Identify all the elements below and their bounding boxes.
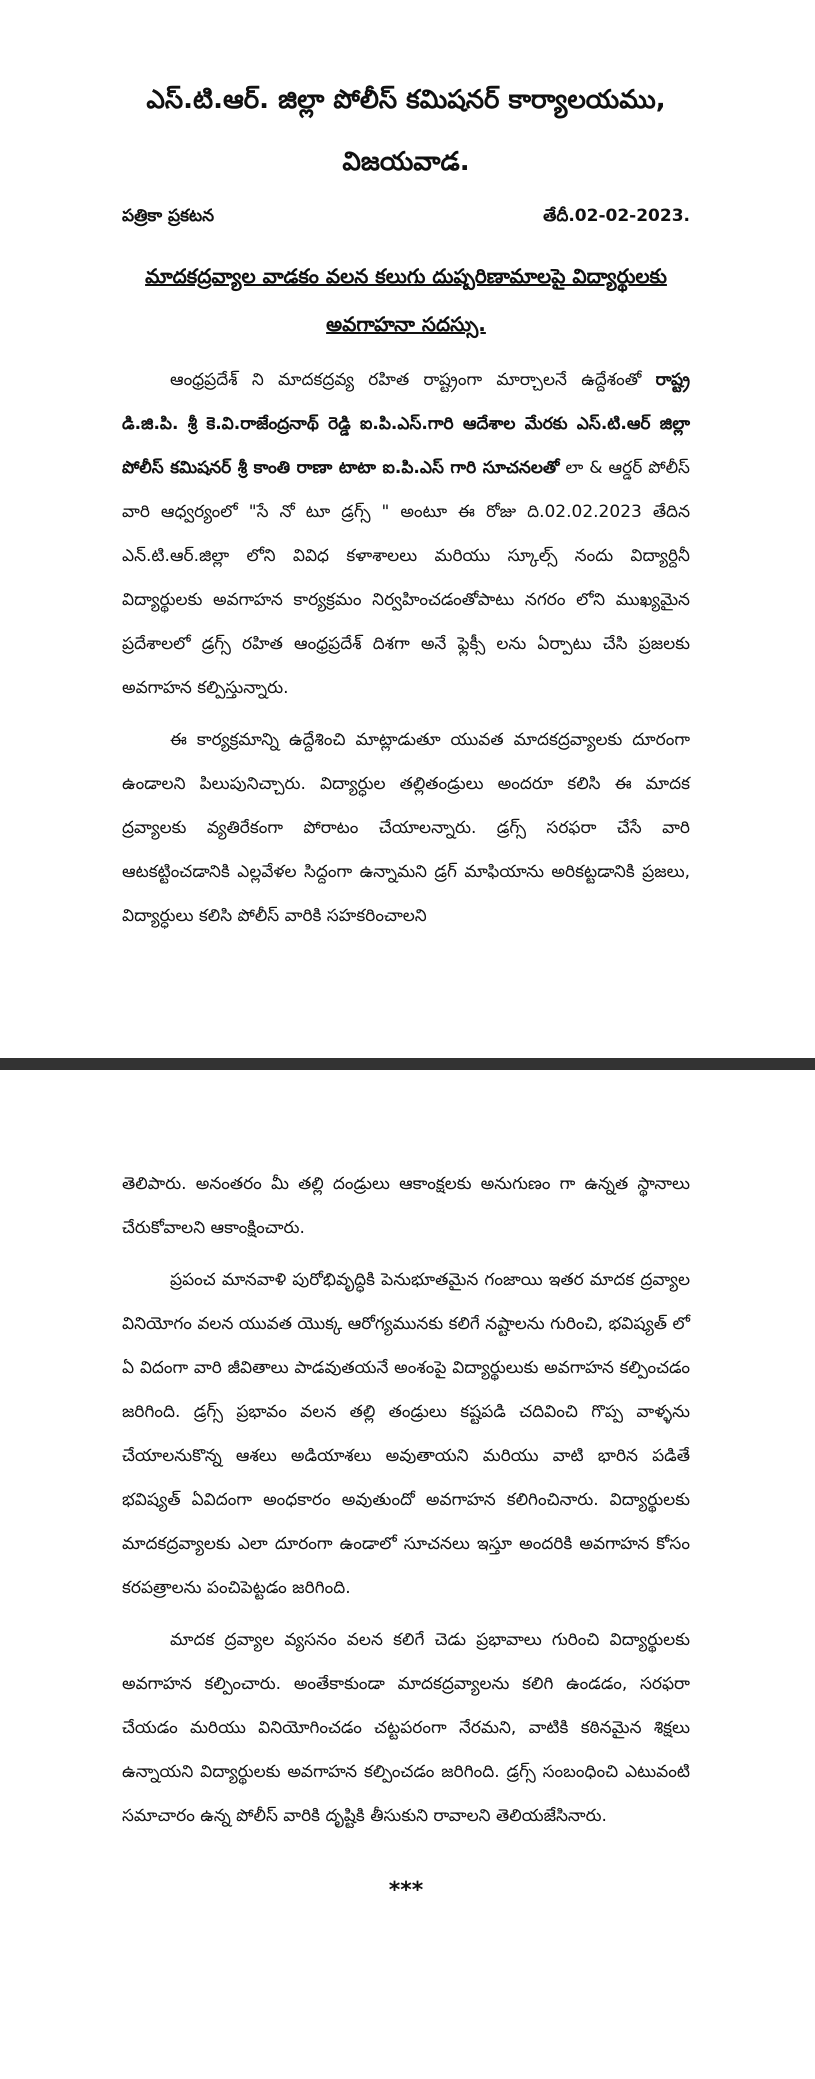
headline-line-2: అవగాహనా సదస్సు. [326,312,486,336]
paragraph-1-body: లా & ఆర్డర్ పోలీస్ వారి ఆధ్వర్యంలో "సే నో టూ డ్రగ్స్ " అంటూ ఈ రోజు ది.02.02.2023 తేదిన ఎన్.టి.ఆర్.జిల్లా లోని వివిధ కళాశాలలు మరియు స్కూల్స్ నందు విద్యార్దినీ విద్యార్థులకు అవగాహన కార్యక్రమం నిర్వహించడంతోపాటు నగరం లోని ముఖ్యమైన ప్రదేశాలలో డ్రగ్స్ రహిత ఆంధ్రప్రదేశ్ దిశగా అనే ఫ్లెక్సీ లను ఏర్పాటు చేసి ప్రజలకు అవగాహన కల్పిస్తున్నారు. [122,458,690,698]
paragraph-2-continued: తెలిపారు. అనంతరం మీ తల్లి దండ్రులు ఆకాంక్షలకు అనుగుణం గా ఉన్నత స్థానాలు చేరుకోవాలని ఆకాంక్షించారు. [122,1174,690,1238]
end-marker: *** [388,1878,424,1903]
release-type: పత్రికా ప్రకటన [122,206,215,226]
meta-row [122,206,690,230]
headline-line-1: మాదకద్రవ్యాల వాడకం వలన కలుగు దుష్పరిణామాలపై విద్యార్థులకు [145,264,667,288]
paragraph-2-start: ఈ కార్యక్రమాన్ని ఉద్దేశించి మాట్లాడుతూ యువత మాదకద్రవ్యాలకు దూరంగా ఉండాలని పిలుపునిచ్చారు. విద్యార్ధుల తల్లితండ్రులు అందరూ కలిసి ఈ మాదక ద్రవ్యాలకు వ్యతిరేకంగా పోరాటం చేయాలన్నారు. డ్రగ్స్ సరఫరా చేసే వారి ఆటకట్టించడానికి ఎల్లవేళల సిద్దంగా ఉన్నామని డ్రగ్ మాఫియాను అరికట్టడానికి ప్రజలు, విద్యార్ధులు కలిసి పోలీస్ వారికి సహకరించాలని [122,730,690,926]
office-city: విజయవాడ. [342,147,470,177]
paragraph-3: ప్రపంచ మానవాళి పురోభివృద్ధికి పెనుభూతమైన గంజాయి ఇతర మాదక ద్రవ్యాల వినియోగం వలన యువత యొక్క ఆరోగ్యమునకు కలిగే నష్టాలను గురించి, భవిష్యత్ లో ఏ విదంగా వారి జీవితాలు పాడవుతయనే అంశంపై విద్యార్థులుకు అవగాహన కల్పించడం జరిగింది. డ్రగ్స్ ప్రభావం వలన తల్లి తండ్రులు కష్టపడి చదివించి గొప్ప వాళ్ళను చేయాలనుకొన్న ఆశలు అడియాశలు అవుతాయని మరియు వాటి భారిన పడితే భవిష్యత్ ఏవిదంగా అంధకారం అవుతుందో అవగాహన కలిగించినారు. విద్యార్థులకు మాదకద్రవ్యాలకు ఎలా దూరంగా ఉండాలో సూచనలు ఇస్తూ అందరికి అవగాహన కోసం కరపత్రాలను పంచిపెట్టడం జరిగింది. [122,1270,690,1598]
paragraph-1 [122,358,690,710]
office-title: ఎస్.టి.ఆర్. జిల్లా పోలీస్ కమిషనర్ కార్యాలయము, [146,85,666,115]
release-date: తేదీ.02-02-2023. [543,206,690,226]
paragraph-1-emphasis: రాష్ట్ర డి.జి.పి. శ్రీ కె.వి.రాజేంద్రనాథ్ రెడ్డి ఐ.పి.ఎస్.గారి ఆదేశాల మేరకు ఎస్.టి.ఆర్ జిల్లా పోలీస్ కమిషనర్ శ్రీ కాంతి రాణా టాటా ఐ.పి.ఎస్ గారి సూచనలతో [122,370,690,478]
page-break [0,1058,815,1070]
headline [122,252,690,348]
paragraph-4: మాదక ద్రవ్యాల వ్యసనం వలన కలిగే చెడు ప్రభావాలు గురించి విద్యార్థులకు అవగాహన కల్పించారు. అంతేకాకుండా మాదకద్రవ్యాలను కలిగి ఉండడం, సరఫరా చేయడం మరియు వినియోగించడం చట్టపరంగా నేరమని, వాటికి కఠినమైన శిక్షలు ఉన్నాయని విద్యార్థులకు అవగాహన కల్పించడం జరిగింది. డ్రగ్స్ సంబంధించి ఎటువంటి సమాచారం ఉన్న పోలీస్ వారికి దృష్టికి తీసుకుని రావాలని తెలియజేసినారు. [122,1630,690,1826]
document-page-2 [0,1070,815,2079]
paragraph-1-intro: ఆంధ్రప్రదేశ్ ని మాదకద్రవ్య రహిత రాష్ట్రంగా మార్చాలనే ఉద్దేశంతో [170,370,656,390]
